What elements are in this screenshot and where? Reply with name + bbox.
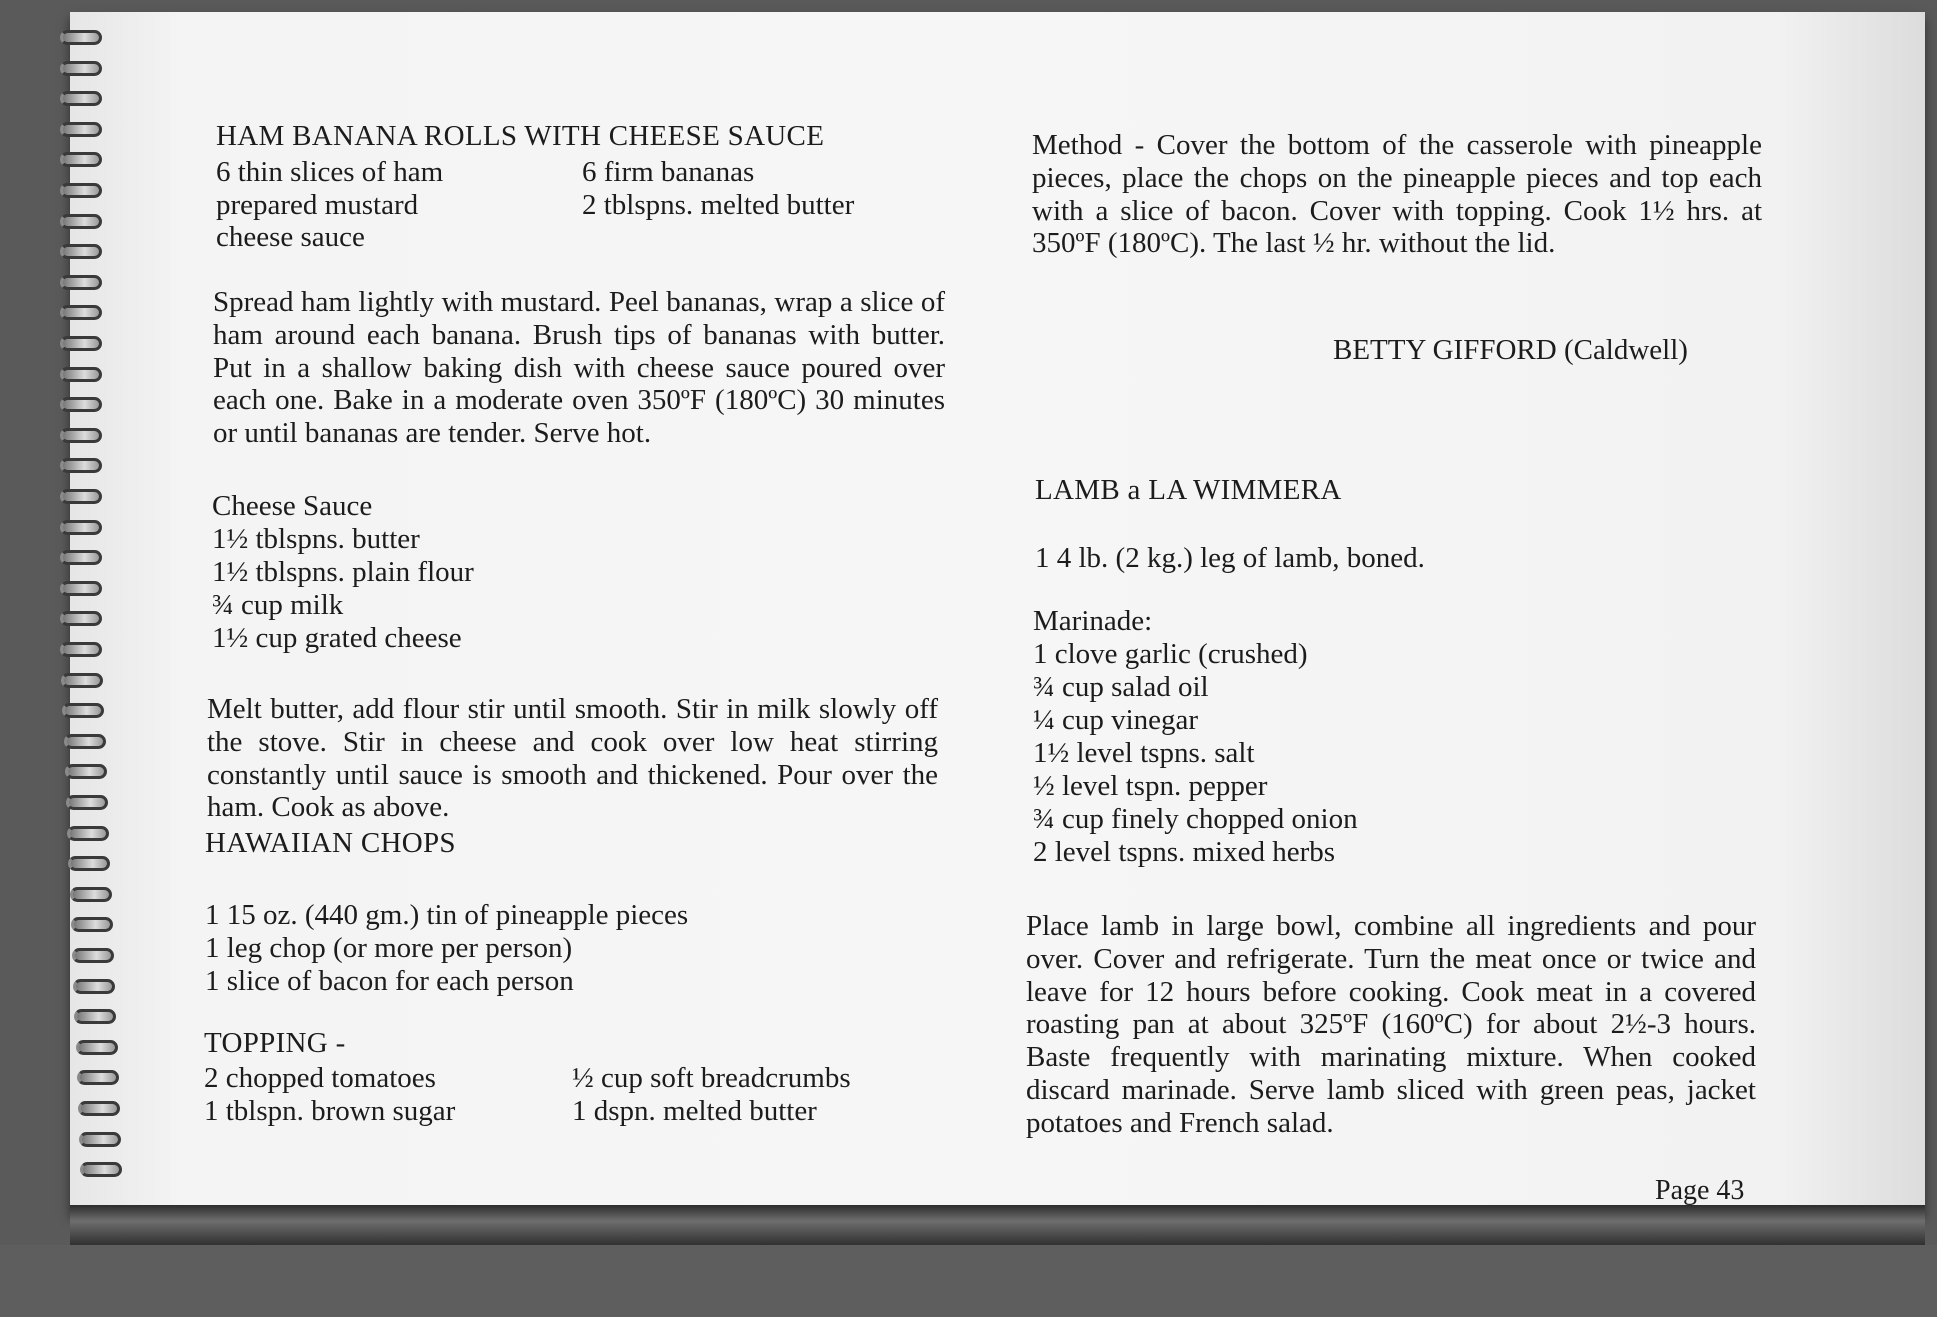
ham-method: Spread ham lightly with mustard. Peel bananas, wrap a slice of ham around each banana. Brush tips of bananas with butter. Put in a shallow baking dish with cheese sauce poured over each one. Bake in a moderate oven 350ºF (180ºC) 30 minutes or until bananas are tender. Serve hot. [213, 286, 945, 450]
cheese-ingredient: 1½ tblspns. plain flour [212, 556, 474, 588]
ingredient: ½ cup soft breadcrumbs [572, 1062, 851, 1094]
recipe-author: BETTY GIFFORD (Caldwell) [1333, 334, 1688, 366]
spiral-ring [70, 887, 112, 902]
marinade-ingredient: ¼ cup vinegar [1033, 704, 1199, 736]
ingredient: 2 tblspns. melted butter [582, 188, 855, 221]
spiral-ring [73, 979, 115, 994]
ingredient-row [204, 1095, 944, 1128]
spiral-ring [60, 520, 102, 535]
spiral-ring [78, 1101, 120, 1116]
topping-title: TOPPING - [204, 1027, 346, 1059]
spiral-ring [60, 275, 102, 290]
ingredient-row [216, 156, 916, 189]
cheese-ingredient: 1½ cup grated cheese [212, 622, 462, 654]
lamb-method: Place lamb in large bowl, combine all ingredients and pour over. Cover and refrigerate. Turn the meat once or twice and leave for 12 hours before cooking. Cook meat in a covered roasting pan at about 325ºF (160ºC) for about 2½-3 hours. Baste frequently with marinating mixture. When cooked discard marinade. Serve lamb sliced with green peas, jacket potatoes and French salad. [1026, 910, 1756, 1139]
ingredient: 1 dspn. melted butter [572, 1094, 817, 1127]
spiral-ring [65, 764, 107, 779]
spiral-ring [60, 305, 102, 320]
spiral-ring [60, 397, 102, 412]
spiral-ring [60, 642, 102, 657]
spiral-ring [80, 1162, 122, 1177]
spiral-ring [61, 673, 103, 688]
recipe-title-hawaiian-chops: HAWAIIAN CHOPS [205, 827, 456, 859]
spiral-ring [60, 489, 102, 504]
cheese-sauce-title: Cheese Sauce [212, 490, 373, 522]
recipe-title-ham-banana-rolls: HAM BANANA ROLLS WITH CHEESE SAUCE [216, 120, 825, 152]
spiral-ring [66, 795, 108, 810]
marinade-ingredient: 1 clove garlic (crushed) [1033, 638, 1308, 670]
marinade-ingredient: 2 level tspns. mixed herbs [1033, 836, 1336, 868]
topping-ingredients [204, 1062, 944, 1127]
cheese-ingredient: 1½ tblspns. butter [212, 523, 420, 555]
spiral-ring [62, 703, 104, 718]
spiral-ring [60, 61, 102, 76]
spiral-ring [76, 1040, 118, 1055]
spiral-ring [60, 367, 102, 382]
ingredient: 6 thin slices of ham [216, 156, 444, 188]
spiral-ring [60, 336, 102, 351]
spiral-ring [60, 122, 102, 137]
ingredient-row [216, 221, 916, 254]
spiral-ring [60, 152, 102, 167]
page-number: Page 43 [1655, 1175, 1745, 1206]
ingredient: prepared mustard [216, 188, 419, 221]
spiral-ring [72, 948, 114, 963]
ingredient: 6 firm bananas [582, 156, 755, 188]
spiral-ring [60, 428, 102, 443]
spiral-ring [60, 183, 102, 198]
spiral-ring [79, 1132, 121, 1147]
background-surface [0, 1245, 1937, 1317]
marinade-ingredient: ¾ cup salad oil [1033, 671, 1209, 703]
spiral-binding [60, 20, 115, 1200]
recipe-title-lamb-a-la-wimmera: LAMB a LA WIMMERA [1035, 474, 1342, 506]
spiral-ring [67, 826, 109, 841]
spiral-ring [60, 91, 102, 106]
spiral-ring [60, 581, 102, 596]
marinade-title: Marinade: [1033, 605, 1153, 637]
marinade-ingredient: ½ level tspn. pepper [1033, 770, 1268, 802]
lamb-main-ingredient: 1 4 lb. (2 kg.) leg of lamb, boned. [1035, 542, 1425, 574]
spiral-ring [74, 1009, 116, 1024]
ingredient: 1 tblspn. brown sugar [204, 1094, 456, 1127]
spiral-ring [60, 611, 102, 626]
ingredient: cheese sauce [216, 221, 365, 253]
ingredient: 2 chopped tomatoes [204, 1062, 436, 1094]
spiral-ring [60, 550, 102, 565]
ham-ingredients [216, 156, 916, 254]
spiral-ring [68, 856, 110, 871]
page-bottom-edge [70, 1205, 1925, 1245]
hawaiian-ingredient: 1 15 oz. (440 gm.) tin of pineapple pieces [205, 899, 689, 931]
spiral-ring [64, 734, 106, 749]
ingredient-row [216, 189, 916, 222]
cheese-ingredient: ¾ cup milk [212, 589, 344, 621]
hawaiian-ingredient: 1 slice of bacon for each person [205, 965, 574, 997]
spiral-ring [60, 30, 102, 45]
marinade-ingredient: 1½ level tspns. salt [1033, 737, 1255, 769]
spiral-ring [71, 917, 113, 932]
hawaiian-method: Method - Cover the bottom of the casserole with pineapple pieces, place the chops on the pineapple pieces and top each with a slice of bacon. Cover with topping. Cook 1½ hrs. at 350ºF (180ºC). The last ½ hr. without the lid. [1032, 129, 1762, 260]
marinade-ingredient: ¾ cup finely chopped onion [1033, 803, 1358, 835]
hawaiian-ingredient: 1 leg chop (or more per person) [205, 932, 573, 964]
spiral-ring [77, 1070, 119, 1085]
spiral-ring [60, 244, 102, 259]
ingredient-row [204, 1062, 944, 1095]
spiral-ring [60, 214, 102, 229]
spiral-ring [60, 458, 102, 473]
cheese-method: Melt butter, add flour stir until smooth. Stir in milk slowly off the stove. Stir in cheese and cook over low heat stirring constantly until sauce is smooth and thickened. Pour over the ham. Cook as above. [207, 693, 938, 824]
